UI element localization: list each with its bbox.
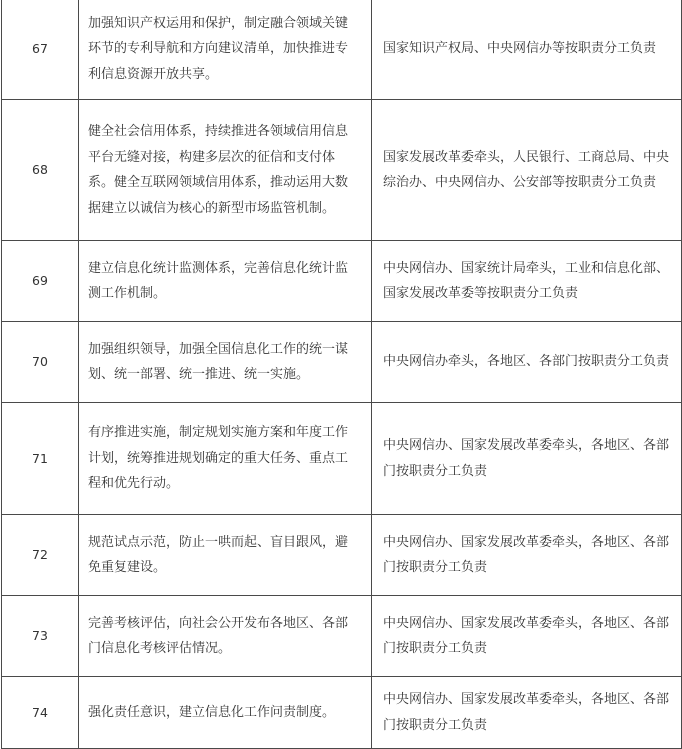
department-text: 中央网信办牵头，各地区、各部门按职责分工负责 (383, 354, 670, 370)
task-text: 健全社会信用体系，持续推进各领域信用信息平台无缝对接，构建多层次的征信和支付体系。健全互联网领域信用体系，推动运用大数据建立以诚信为核心的新型市场监管机制。 (88, 124, 349, 216)
table-row (2, 241, 682, 322)
table-row (2, 403, 682, 515)
task-text: 完善考核评估，向社会公开发布各地区、各部门信息化考核评估情况。 (88, 615, 349, 656)
department-text: 国家知识产权局、中央网信办等按职责分工负责 (383, 41, 657, 57)
task-cell (79, 241, 372, 322)
department-text: 中央网信办、国家发展改革委牵头，各地区、各部门按职责分工负责 (383, 534, 670, 575)
task-table (1, 0, 682, 749)
table-row (2, 515, 682, 596)
row-number: 74 (2, 677, 79, 749)
row-number: 73 (2, 596, 79, 677)
table-row (2, 596, 682, 677)
task-cell (79, 596, 372, 677)
responsible-department-cell (372, 515, 682, 596)
responsible-department-cell (372, 100, 682, 241)
task-cell (79, 322, 372, 403)
task-cell (79, 677, 372, 749)
department-text: 中央网信办、国家发展改革委牵头，各地区、各部门按职责分工负责 (383, 615, 670, 656)
task-cell (79, 403, 372, 515)
row-number: 67 (2, 0, 79, 100)
task-cell (79, 515, 372, 596)
responsible-department-cell (372, 677, 682, 749)
row-number: 68 (2, 100, 79, 241)
row-number: 70 (2, 322, 79, 403)
row-number: 71 (2, 403, 79, 515)
responsible-department-cell (372, 596, 682, 677)
table-row (2, 677, 682, 749)
row-number: 72 (2, 515, 79, 596)
row-number: 69 (2, 241, 79, 322)
task-text: 强化责任意识，建立信息化工作问责制度。 (88, 704, 336, 720)
task-cell (79, 100, 372, 241)
task-cell (79, 0, 372, 100)
department-text: 中央网信办、国家发展改革委牵头，各地区、各部门按职责分工负责 (383, 692, 670, 733)
task-text: 建立信息化统计监测体系，完善信息化统计监测工作机制。 (88, 260, 349, 301)
responsible-department-cell (372, 241, 682, 322)
table-row (2, 100, 682, 241)
responsible-department-cell (372, 322, 682, 403)
task-text: 加强组织领导，加强全国信息化工作的统一谋划、统一部署、统一推进、统一实施。 (88, 341, 349, 382)
task-text: 规范试点示范，防止一哄而起、盲目跟风，避免重复建设。 (88, 534, 349, 575)
table-row (2, 0, 682, 100)
department-text: 中央网信办、国家发展改革委牵头，各地区、各部门按职责分工负责 (383, 438, 670, 479)
responsible-department-cell (372, 0, 682, 100)
department-text: 中央网信办、国家统计局牵头，工业和信息化部、国家发展改革委等按职责分工负责 (383, 260, 670, 301)
responsible-department-cell (372, 403, 682, 515)
task-text: 加强知识产权运用和保护，制定融合领域关键环节的专利导航和方向建议清单，加快推进专利信息资源开放共享。 (88, 15, 349, 82)
task-text: 有序推进实施，制定规划实施方案和年度工作计划，统筹推进规划确定的重大任务、重点工程和优先行动。 (88, 425, 349, 492)
department-text: 国家发展改革委牵头，人民银行、工商总局、中央综治办、中央网信办、公安部等按职责分工负责 (383, 149, 670, 190)
table-row (2, 322, 682, 403)
